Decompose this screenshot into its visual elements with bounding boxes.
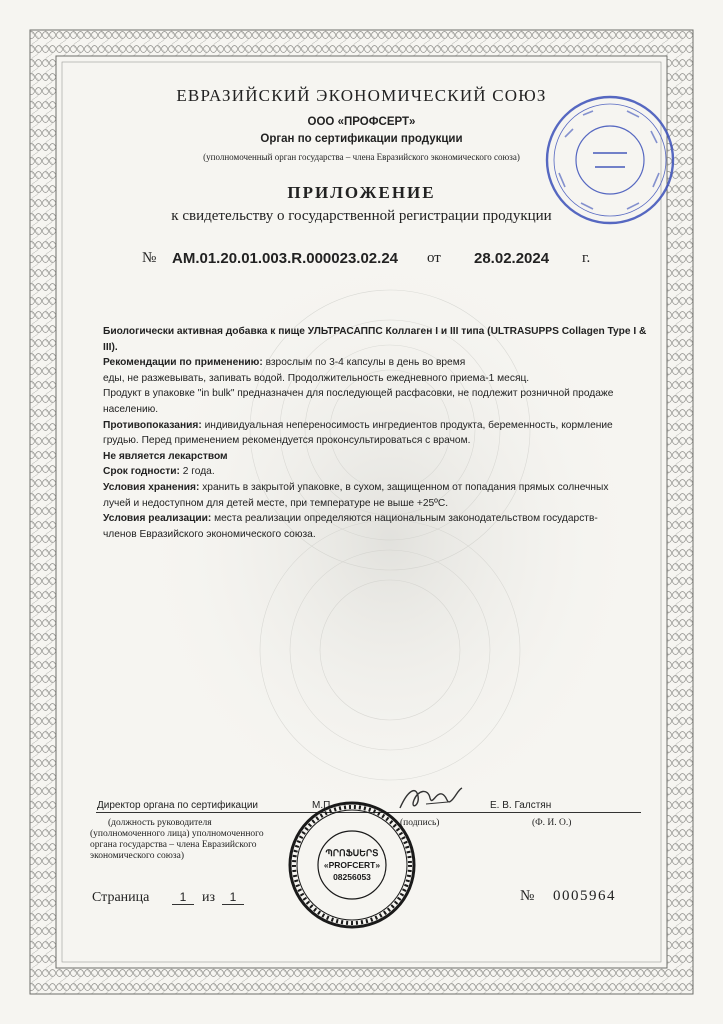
registration-no-sign: № [142, 250, 157, 266]
storage-label: Условия хранения: [103, 481, 200, 493]
usage-label: Рекомендации по применению: [103, 357, 263, 369]
position-note-4: экономического союза) [90, 851, 185, 861]
registration-number: AM.01.20.01.003.R.000023.02.24 [172, 250, 399, 267]
seal-place-label: М.П. [312, 800, 334, 811]
org-role: Орган по сертификации продукции [260, 133, 463, 145]
director-title: Директор органа по сертификации [97, 800, 259, 811]
signature-note: (подпись) [400, 818, 440, 828]
bulk-note: Продукт в упаковке "in bulk" предназначен для последующей расфасовки, не подлежит розничной продаже [103, 388, 614, 400]
storage-text: хранить в закрытой упаковке, в сухом, защищенном от попадания прямых солнечных [199, 481, 609, 493]
union-title: ЕВРАЗИЙСКИЙ ЭКОНОМИЧЕСКИЙ СОЮЗ [176, 86, 547, 105]
authority-note: (уполномоченный орган государства – члена Евразийского экономического союза) [203, 152, 520, 162]
usage-text-cont: еды, не разжевывать, запивать водой. Продолжительность ежедневного приема-1 месяц. [103, 372, 530, 384]
contraindications-text: индивидуальная непереносимость ингредиентов продукта, беременность, кормление [201, 419, 613, 431]
serial-number: 0005964 [553, 888, 616, 904]
sale-text: места реализации определяются национальным законодательством государств- [211, 513, 598, 525]
serial-no-sign: № [520, 888, 535, 904]
seal-text-code: 08256053 [333, 872, 371, 882]
storage-text-cont: лучей и недоступном для детей месте, при температуре не выше +25ºС. [103, 497, 449, 509]
blue-stamp [543, 93, 677, 227]
seal-text-top: ՊՐՈՖՍԵՐՏ [325, 848, 379, 858]
org-name: ООО «ПРОФСЕРТ» [307, 116, 416, 128]
name-note: (Ф. И. О.) [532, 818, 572, 828]
usage-text: взрослым по 3-4 капсулы в день во время [262, 357, 466, 369]
page-number: 1 [172, 890, 194, 905]
position-note: (должность руководителя [108, 818, 212, 828]
shelf-life-text: 2 года. [179, 466, 215, 478]
contraindications-text-cont: грудью. Перед применением рекомендуется проконсультироваться с врачом. [103, 435, 471, 447]
contraindications-label: Противопоказания: [103, 419, 202, 431]
product-details [103, 324, 648, 542]
position-note-3: органа государства – члена Евразийского [90, 840, 257, 850]
registration-from-label: от [427, 250, 441, 266]
sale-text-cont: членов Евразийского экономического союза. [103, 528, 316, 540]
sale-label: Условия реализации: [103, 513, 212, 525]
round-seal [287, 800, 417, 930]
seal-text-mid: «PROFCERT» [323, 860, 381, 870]
registration-year-suffix: г. [582, 250, 591, 266]
bulk-note-cont: населению. [103, 403, 159, 415]
not-drug-note: Не является лекарством [103, 450, 228, 462]
product-name: Биологически активная добавка к пище УЛЬТРАСАППС Коллаген I и III типа (ULTRASUPPS Collagen Type I & III). [103, 326, 647, 353]
registration-date: 28.02.2024 [474, 250, 550, 267]
director-name: Е. В. Галстян [490, 800, 552, 811]
page-total: 1 [222, 890, 244, 905]
page-label: Страница [92, 890, 150, 905]
shelf-life-label: Срок годности: [103, 466, 180, 478]
document-title: ПРИЛОЖЕНИЕ [287, 183, 436, 202]
position-note-2: (уполномоченного лица) уполномоченного [90, 829, 264, 839]
page-of-label: из [202, 890, 216, 905]
document-subtitle: к свидетельству о государственной регистрации продукции [171, 208, 552, 224]
